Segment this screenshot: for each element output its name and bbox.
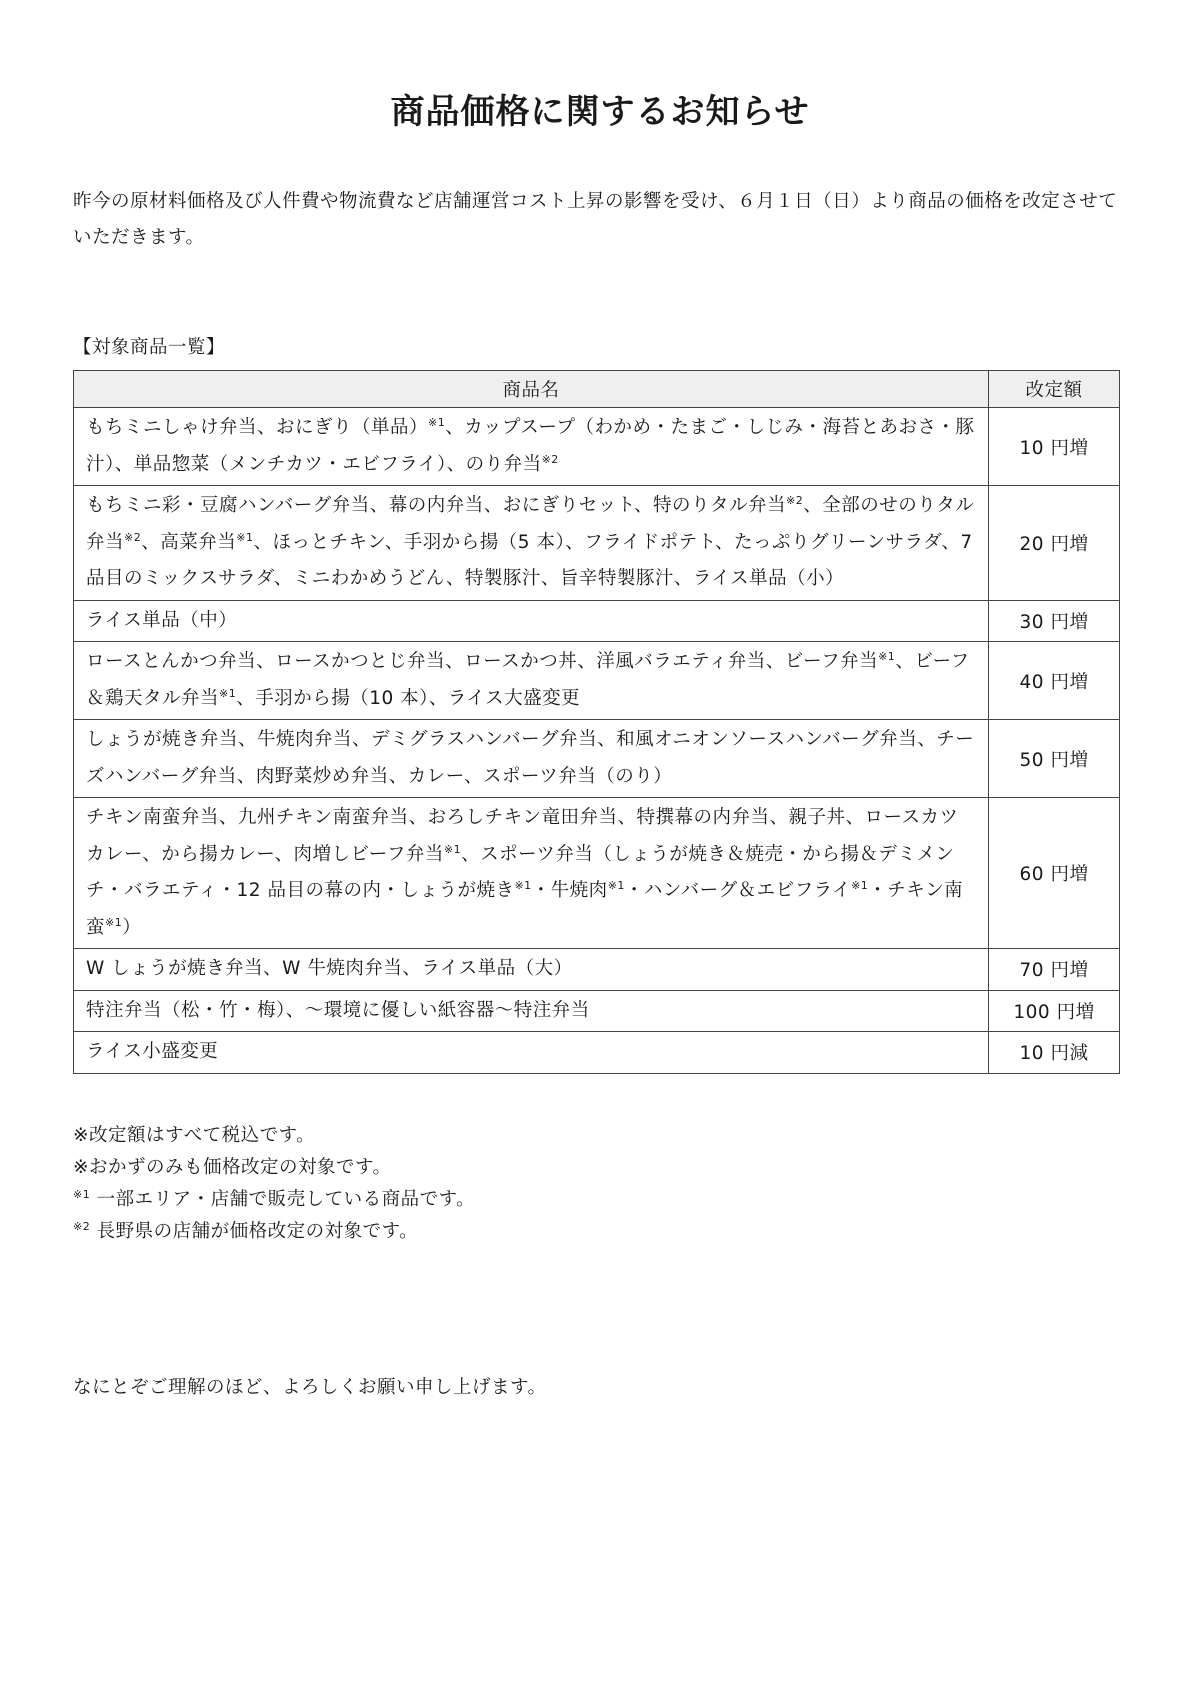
product-text: 、ビーフ＆鶏天タル弁当	[86, 651, 970, 709]
footnote-mark: ※1	[428, 416, 446, 429]
footnote-mark: ※1	[443, 842, 462, 856]
column-header-amount: 改定額	[989, 371, 1120, 408]
table-row	[74, 798, 1120, 949]
product-text: W しょうが焼き弁当、W 牛焼肉弁当、ライス単品（大）	[86, 958, 573, 979]
product-list-cell	[74, 408, 989, 486]
product-text: 、高菜弁当	[141, 531, 237, 553]
product-text: 、ほっとチキン、手羽から揚（5 本）、フライドポテト、たっぷりグリーンサラダ、7 品目のミックスサラダ、ミニわかめうどん、特製豚汁、旨辛特製豚汁、ライス単品（小）	[86, 531, 973, 589]
product-text: ・牛焼肉	[531, 880, 608, 901]
table-header-row	[74, 371, 1120, 408]
note-line	[73, 1216, 475, 1248]
footnote-mark: ※1	[236, 530, 254, 544]
table-row	[74, 642, 1120, 720]
product-text: ライス単品（中）	[86, 609, 238, 631]
footnote-mark: ※1	[105, 915, 123, 929]
table-row	[74, 949, 1120, 991]
table-row	[74, 408, 1120, 486]
footnote-mark: ※2	[124, 530, 142, 544]
footnote-mark: ※2	[786, 494, 804, 507]
note-line	[73, 1184, 475, 1216]
note-text: ※おかずのみも価格改定の対象です。	[73, 1157, 392, 1178]
price-change-cell: 60 円増	[989, 798, 1120, 949]
product-text: ）	[122, 916, 142, 938]
footnote-mark: ※1	[73, 1188, 91, 1201]
product-list-cell	[74, 1032, 989, 1074]
column-header-product-name: 商品名	[74, 371, 989, 408]
product-text: ・ハンバーグ＆エビフライ	[624, 880, 852, 901]
footnote-mark: ※1	[607, 879, 625, 892]
intro-paragraph: 昨今の原材料価格及び人件費や物流費など店舗運営コスト上昇の影響を受け、６月１日（日）より商品の価格を改定させていただきます。	[73, 191, 1118, 248]
product-price-table	[73, 370, 1120, 1074]
price-change-cell: 70 円増	[989, 949, 1120, 991]
section-label: 【対象商品一覧】	[73, 337, 226, 358]
footnote-mark: ※2	[73, 1220, 91, 1233]
footnote-mark: ※1	[219, 686, 237, 700]
product-text: ライス小盛変更	[86, 1041, 219, 1062]
closing-text: なにとぞご理解のほど、よろしくお願い申し上げます。	[73, 1377, 547, 1398]
table-row	[74, 486, 1120, 601]
price-change-cell: 50 円増	[989, 720, 1120, 798]
price-change-cell: 40 円増	[989, 642, 1120, 720]
notes-section	[73, 1120, 475, 1248]
footnote-mark: ※2	[541, 452, 559, 466]
product-text: 、カップスープ（わかめ・たまご・しじみ・海苔とあおさ・豚汁）、単品惣菜（メンチカツ・エビフライ）、のり弁当	[86, 417, 975, 475]
product-text: 、手羽から揚（10 本）、ライス大盛変更	[236, 687, 581, 709]
product-text: ・チキン南蛮	[86, 880, 964, 938]
note-line	[73, 1152, 475, 1184]
product-text: 、スポーツ弁当（しょうが焼き＆焼売・から揚＆デミメンチ・バラエティ・12 品目の幕の内・しょうが焼き	[86, 843, 955, 901]
product-list-cell	[74, 990, 989, 1032]
note-line	[73, 1120, 475, 1152]
table-body	[74, 408, 1120, 1074]
note-text: 一部エリア・店舗で販売している商品です。	[90, 1189, 476, 1210]
price-change-cell: 20 円増	[989, 486, 1120, 601]
product-text: もちミニ彩・豆腐ハンバーグ弁当、幕の内弁当、おにぎりセット、特のりタル弁当	[86, 495, 787, 516]
footnote-mark: ※1	[514, 879, 532, 892]
product-list-cell	[74, 600, 989, 642]
price-change-cell: 100 円増	[989, 990, 1120, 1032]
page-title: 商品価格に関するお知らせ	[390, 92, 810, 132]
product-list-cell	[74, 720, 989, 798]
table-row	[74, 990, 1120, 1032]
footnote-mark: ※1	[851, 879, 869, 892]
table-row	[74, 600, 1120, 642]
table-row	[74, 1032, 1120, 1074]
product-list-cell	[74, 949, 989, 991]
note-text: ※改定額はすべて税込です。	[73, 1125, 316, 1146]
product-list-cell	[74, 486, 989, 601]
product-text: 特注弁当（松・竹・梅）、～環境に優しい紙容器～特注弁当	[86, 999, 590, 1021]
product-text: チキン南蛮弁当、九州チキン南蛮弁当、おろしチキン竜田弁当、特撰幕の内弁当、親子丼、ロースカツカレー、から揚カレー、肉増しビーフ弁当	[86, 807, 959, 865]
product-text: 、全部のせのりタル弁当	[86, 495, 975, 553]
product-list-cell	[74, 642, 989, 720]
table-row	[74, 720, 1120, 798]
footnote-mark: ※1	[878, 650, 896, 663]
note-text: 長野県の店舗が価格改定の対象です。	[90, 1221, 419, 1242]
price-change-cell: 10 円増	[989, 408, 1120, 486]
price-change-cell: 10 円減	[989, 1032, 1120, 1074]
product-text: しょうが焼き弁当、牛焼肉弁当、デミグラスハンバーグ弁当、和風オニオンソースハンバーグ弁当、チーズハンバーグ弁当、肉野菜炒め弁当、カレー、スポーツ弁当（のり）	[86, 729, 975, 787]
product-text: ロースとんかつ弁当、ロースかつとじ弁当、ロースかつ丼、洋風バラエティ弁当、ビーフ弁当	[86, 651, 879, 672]
product-list-cell	[74, 798, 989, 949]
price-change-cell: 30 円増	[989, 600, 1120, 642]
product-text: もちミニしゃけ弁当、おにぎり（単品）	[86, 417, 429, 438]
